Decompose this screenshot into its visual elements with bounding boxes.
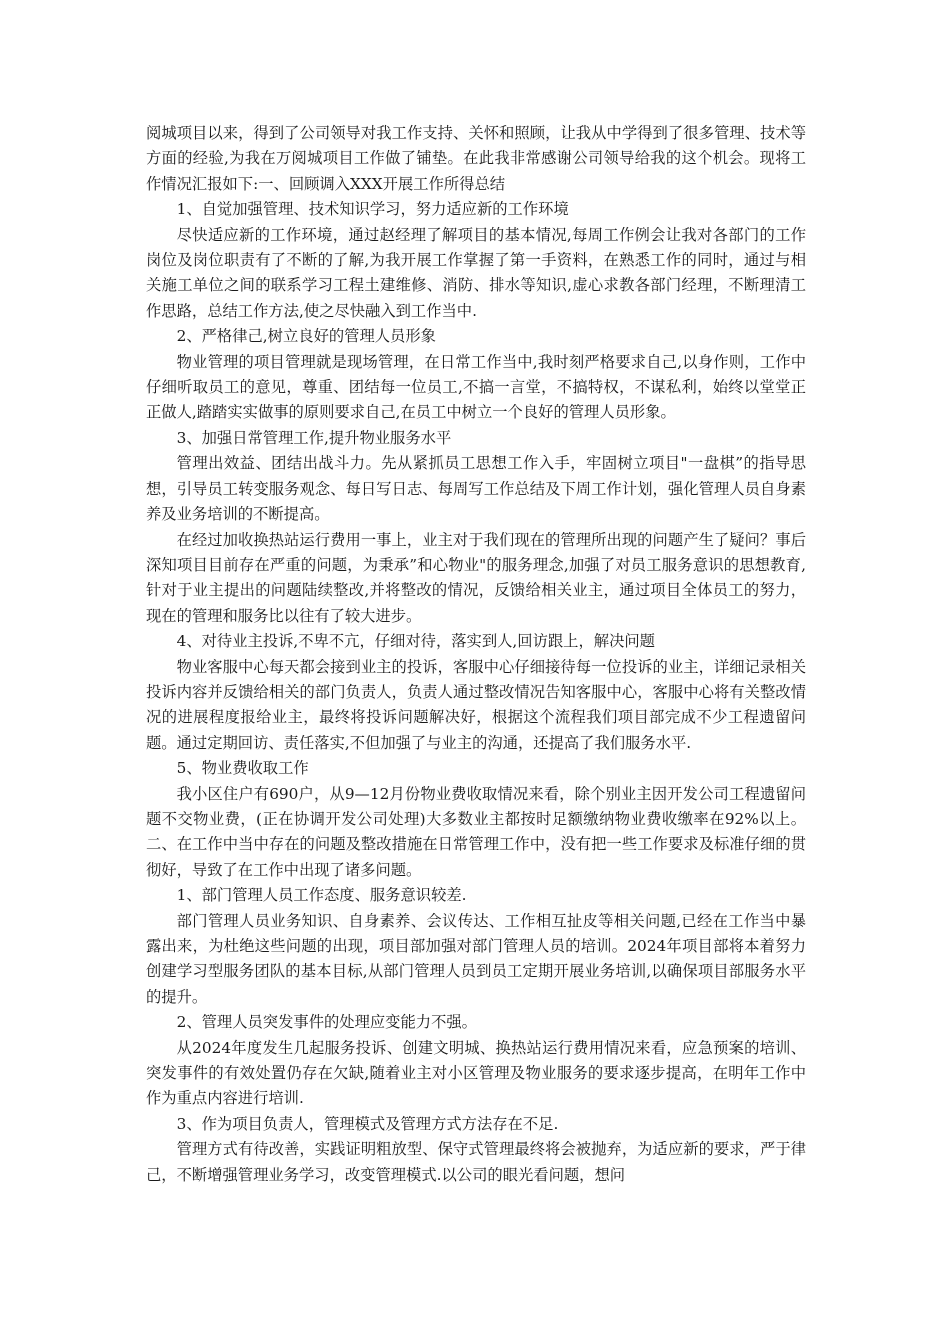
document-page xyxy=(146,121,806,1188)
paragraph: 管理方式有待改善，实践证明粗放型、保守式管理最终将会被抛弃，为适应新的要求，严于律己，不断增强管理业务学习，改变管理模式.以公司的眼光看问题，想问 xyxy=(146,1140,806,1184)
heading-1-4: 4、对待业主投诉,不卑不亢，仔细对待，落实到人,回访跟上，解决问题 xyxy=(176,632,655,651)
heading-2-2: 2、管理人员突发事件的处理应变能力不强。 xyxy=(176,1013,477,1032)
paragraph: 物业客服中心每天都会接到业主的投诉，客服中心仔细接待每一位投诉的业主，详细记录相关投诉内容并反馈给相关的部门负责人，负责人通过整改情况告知客服中心，客服中心将有关整改情况的进展程度报给业主，最终将投诉问题解决好，根据这个流程我们项目部完成不少工程遗留问题。通过定期回访、责任落实,不但加强了与业主的沟通，还提高了我们服务水平. xyxy=(146,657,806,752)
heading-1-2: 2、严格律己,树立良好的管理人员形象 xyxy=(176,327,436,346)
paragraph: 从2024年度发生几起服务投诉、创建文明城、换热站运行费用情况来看，应急预案的培训、突发事件的有效处置仍存在欠缺,随着业主对小区管理及物业服务的要求逐步提高，在明年工作中作为重点内容进行培训. xyxy=(146,1038,806,1108)
heading-2-1: 1、部门管理人员工作态度、服务意识较差. xyxy=(176,886,467,905)
paragraph-intro: 阅城项目以来，得到了公司领导对我工作支持、关怀和照顾，让我从中学得到了很多管理、技术等方面的经验,为我在万阅城项目工作做了铺垫。在此我非常感谢公司领导给我的这个机会。现将工作情况汇报如下:一、回顾调入XXX开展工作所得总结 xyxy=(146,124,806,193)
paragraph: 在经过加收换热站运行费用一事上，业主对于我们现在的管理所出现的问题产生了疑问？事后深知项目目前存在严重的问题，为秉承”和心物业"的服务理念,加强了对员工服务意识的思想教育,针对于业主提出的问题陆续整改,并将整改的情况，反馈给相关业主，通过项目全体员工的努力，现在的管理和服务比以往有了较大进步。 xyxy=(146,530,806,625)
paragraph: 尽快适应新的工作环境，通过赵经理了解项目的基本情况,每周工作例会让我对各部门的工作岗位及岗位职责有了不断的了解,为我开展工作掌握了第一手资料，在熟悉工作的同时，通过与相关施工单位之间的联系学习工程土建维修、消防、排水等知识,虚心求教各部门经理，不断理清工作思路，总结工作方法,使之尽快融入到工作当中. xyxy=(146,225,806,320)
paragraph: 部门管理人员业务知识、自身素养、会议传达、工作相互扯皮等相关问题,已经在工作当中暴露出来，为杜绝这些问题的出现，项目部加强对部门管理人员的培训。2024年项目部将本着努力创建学习型服务团队的基本目标,从部门管理人员到员工定期开展业务培训,以确保项目部服务水平的提升。 xyxy=(146,911,806,1006)
paragraph: 管理出效益、团结出战斗力。先从紧抓员工思想工作入手，牢固树立项目"一盘棋”的指导思想，引导员工转变服务观念、每日写日志、每周写工作总结及下周工作计划，强化管理人员自身素养及业务培训的不断提高。 xyxy=(146,454,806,524)
heading-1-3: 3、加强日常管理工作,提升物业服务水平 xyxy=(176,428,452,447)
paragraph: 我小区住户有690户，从9—12月份物业费收取情况来看，除个别业主因开发公司工程遗留问题不交物业费，(正在协调开发公司处理)大多数业主都按时足额缴纳物业费收缴率在92%以上。二、在工作中当中存在的问题及整改措施在日常管理工作中，没有把一些工作要求及标准仔细的贯彻好，导致了在工作中出现了诸多问题。 xyxy=(146,784,806,879)
heading-2-3: 3、作为项目负责人，管理模式及管理方式方法存在不足. xyxy=(176,1114,559,1133)
paragraph: 物业管理的项目管理就是现场管理，在日常工作当中,我时刻严格要求自己,以身作则，工作中仔细听取员工的意见，尊重、团结每一位员工,不搞一言堂，不搞特权，不谋私利，始终以堂堂正正做人,踏踏实实做事的原则要求自己,在员工中树立一个良好的管理人员形象。 xyxy=(146,352,806,422)
heading-1-5: 5、物业费收取工作 xyxy=(176,759,309,778)
heading-1-1: 1、自觉加强管理、技术知识学习，努力适应新的工作环境 xyxy=(176,200,569,219)
